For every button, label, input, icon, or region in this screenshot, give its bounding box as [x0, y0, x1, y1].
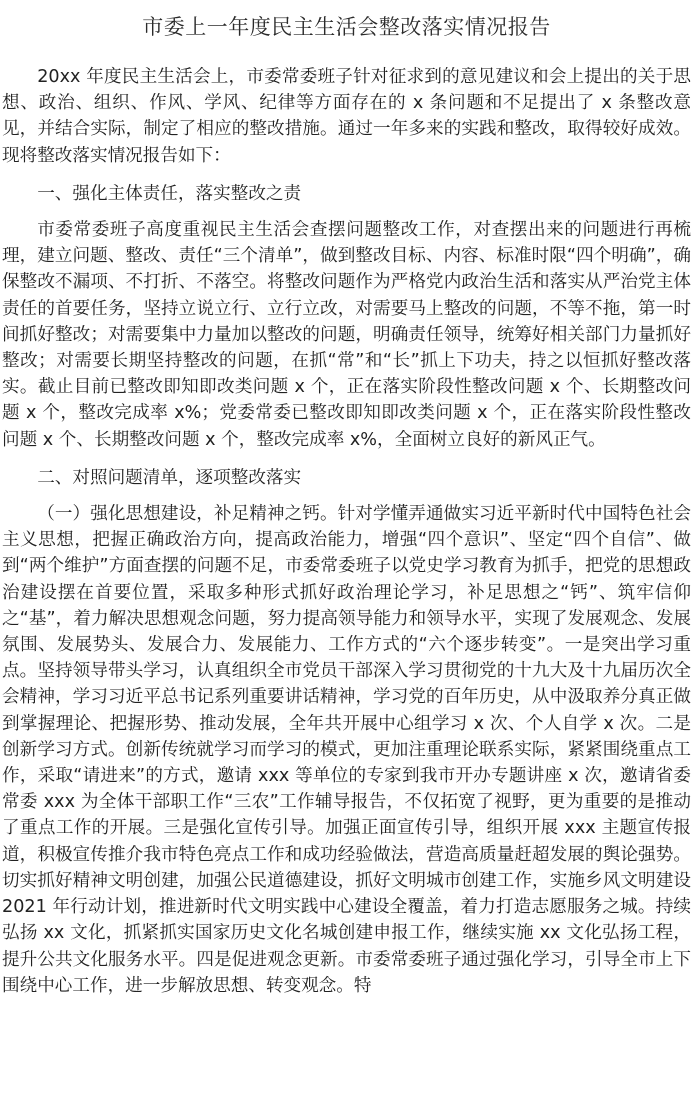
section-heading-2: 二、对照问题清单，逐项整改落实 — [37, 467, 302, 488]
document-title: 市委上一年度民主生活会整改落实情况报告 — [142, 15, 551, 39]
intro-paragraph: 20xx 年度民主生活会上，市委常委班子针对征求到的意见建议和会上提出的关于思想、政治、组织、作风、学风、纪律等方面存在的 x 条问题和不足提出了 x 条整改意见，并结合实际，制定了相应的整改措施。通过一年多来的实践和整改，取得较好成效。现将整改落实情况报告如下： — [2, 67, 691, 166]
section-body-1: 市委常委班子高度重视民主生活会查摆问题整改工作，对查摆出来的问题进行再梳理，建立问题、整改、责任“三个清单”，做到整改目标、内容、标准时限“四个明确”，确保整改不漏项、不打折、不落空。将整改问题作为严格党内政治生活和落实从严治党主体责任的首要任务，坚持立说立行、立行立改，对需要马上整改的问题，不等不拖，第一时间抓好整改；对需要集中力量加以整改的问题，明确责任领导，统筹好相关部门力量抓好整改；对需要长期坚持整改的问题，在抓“常”和“长”抓上下功夫，持之以恒抓好整改落实。截止目前已整改即知即改类问题 x 个，正在落实阶段性整改问题 x 个、长期整改问题 x 个，整改完成率 x%；党委常委已整改即知即改类问题 x 个，正在落实阶段性整改问题 x 个、长期整改问题 x 个，整改完成率 x%，全面树立良好的新风正气。 — [2, 220, 691, 450]
section-body-2: （一）强化思想建设，补足精神之钙。针对学懂弄通做实习近平新时代中国特色社会主义思想，把握正确政治方向，提高政治能力，增强“四个意识”、坚定“四个自信”、做到“两个维护”方面查摆的问题不足，市委常委班子以党史学习教育为抓手，把党的思想政治建设摆在首要位置，采取多种形式抓好政治理论学习，补足思想之“钙”、筑牢信仰之“基”，着力解决思想观念问题，努力提高领导能力和领导水平，实现了发展观念、发展氛围、发展势头、发展合力、发展能力、工作方式的“六个逐步转变”。一是突出学习重点。坚持领导带头学习，认真组织全市党员干部深入学习贯彻党的十九大及十九届历次全会精神，学习习近平总书记系列重要讲话精神，学习党的百年历史，从中汲取养分真正做到掌握理论、把握形势、推动发展，全年共开展中心组学习 x 次、个人自学 x 次。二是创新学习方式。创新传统就学习而学习的模式，更加注重理论联系实际，紧紧围绕重点工作，采取“请进来”的方式，邀请 xxx 等单位的专家到我市开办专题讲座 x 次，邀请省委常委 xxx 为全体干部职工作“三农”工作辅导报告，不仅拓宽了视野，更为重要的是推动了重点工作的开展。三是强化宣传引导。加强正面宣传引导，组织开展 xxx 主题宣传报道，积极宣传推介我市特色亮点工作和成功经验做法，营造高质量赶超发展的舆论强势。切实抓好精神文明创建，加强公民道德建设，抓好文明城市创建工作，实施乡风文明建设 2021 年行动计划，推进新时代文明实践中心建设全覆盖，着力打造志愿服务之城。持续弘扬 xx 文化，抓紧抓实国家历史文化名城创建申报工作，继续实施 xx 文化弘扬工程，提升公共文化服务水平。四是促进观念更新。市委常委班子通过强化学习，引导全市上下围绕中心工作，进一步解放思想、转变观念。特 — [2, 504, 691, 996]
section-heading-1: 一、强化主体责任，落实整改之责 — [37, 183, 302, 204]
